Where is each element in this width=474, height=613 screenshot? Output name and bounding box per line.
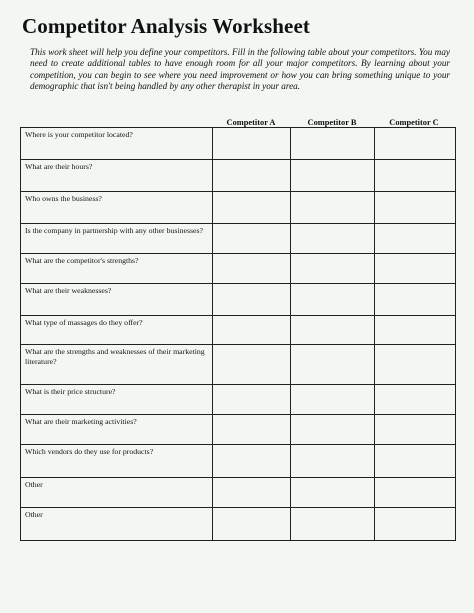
cell-competitor-a[interactable] [213, 284, 291, 316]
row-question: Who owns the business? [21, 192, 213, 224]
cell-competitor-a[interactable] [213, 385, 291, 415]
row-question: Other [21, 478, 213, 508]
row-question: Which vendors do they use for products? [21, 445, 213, 478]
cell-competitor-a[interactable] [213, 445, 291, 478]
cell-competitor-b[interactable] [291, 224, 375, 254]
table-row [21, 284, 456, 316]
table-row [21, 415, 456, 445]
cell-competitor-b[interactable] [291, 478, 375, 508]
table-row [21, 224, 456, 254]
cell-competitor-c[interactable] [375, 415, 456, 445]
table-row [21, 385, 456, 415]
cell-competitor-b[interactable] [291, 284, 375, 316]
table-row [21, 478, 456, 508]
row-question: What are the strengths and weaknesses of their marketing literature? [21, 345, 213, 385]
table-row [21, 445, 456, 478]
cell-competitor-b[interactable] [291, 415, 375, 445]
cell-competitor-b[interactable] [291, 316, 375, 345]
cell-competitor-b[interactable] [291, 345, 375, 385]
row-question: Is the company in partnership with any other businesses? [21, 224, 213, 254]
cell-competitor-a[interactable] [213, 478, 291, 508]
cell-competitor-b[interactable] [291, 254, 375, 284]
cell-competitor-c[interactable] [375, 345, 456, 385]
table-row [21, 508, 456, 541]
cell-competitor-c[interactable] [375, 316, 456, 345]
table-row [21, 345, 456, 385]
cell-competitor-b[interactable] [291, 508, 375, 541]
cell-competitor-a[interactable] [213, 415, 291, 445]
cell-competitor-a[interactable] [213, 128, 291, 160]
column-header-competitor-b: Competitor B [307, 118, 357, 127]
cell-competitor-c[interactable] [375, 385, 456, 415]
row-question: What type of massages do they offer? [21, 316, 213, 345]
row-question: Where is your competitor located? [21, 128, 213, 160]
cell-competitor-c[interactable] [375, 508, 456, 541]
table-row [21, 160, 456, 192]
table-row [21, 192, 456, 224]
table-row [21, 254, 456, 284]
cell-competitor-b[interactable] [291, 192, 375, 224]
row-question: What is their price structure? [21, 385, 213, 415]
cell-competitor-c[interactable] [375, 284, 456, 316]
row-question: What are their hours? [21, 160, 213, 192]
cell-competitor-a[interactable] [213, 254, 291, 284]
cell-competitor-b[interactable] [291, 385, 375, 415]
column-header-competitor-a: Competitor A [226, 118, 276, 127]
intro-paragraph: This work sheet will help you define your competitors. Fill in the following table about your competitors. You may need to create additional tables to have enough room for all your major competitors. By learning about your competition, you can begin to see where you need improvement or how you can bring something unique to your demographic that isn't being handled by any other therapist in your area. [30, 47, 450, 91]
row-question: Other [21, 508, 213, 541]
cell-competitor-c[interactable] [375, 224, 456, 254]
table-row [21, 316, 456, 345]
cell-competitor-a[interactable] [213, 316, 291, 345]
table-row [21, 128, 456, 160]
cell-competitor-b[interactable] [291, 128, 375, 160]
cell-competitor-a[interactable] [213, 508, 291, 541]
row-question: What are their weaknesses? [21, 284, 213, 316]
cell-competitor-a[interactable] [213, 224, 291, 254]
cell-competitor-c[interactable] [375, 478, 456, 508]
column-header-competitor-c: Competitor C [389, 118, 439, 127]
cell-competitor-b[interactable] [291, 160, 375, 192]
cell-competitor-a[interactable] [213, 345, 291, 385]
cell-competitor-b[interactable] [291, 445, 375, 478]
row-question: What are the competitor's strengths? [21, 254, 213, 284]
competitor-table [20, 127, 456, 541]
cell-competitor-c[interactable] [375, 445, 456, 478]
cell-competitor-c[interactable] [375, 128, 456, 160]
row-question: What are their marketing activities? [21, 415, 213, 445]
cell-competitor-c[interactable] [375, 160, 456, 192]
cell-competitor-a[interactable] [213, 160, 291, 192]
cell-competitor-a[interactable] [213, 192, 291, 224]
page-title: Competitor Analysis Worksheet [22, 14, 310, 38]
cell-competitor-c[interactable] [375, 254, 456, 284]
cell-competitor-c[interactable] [375, 192, 456, 224]
